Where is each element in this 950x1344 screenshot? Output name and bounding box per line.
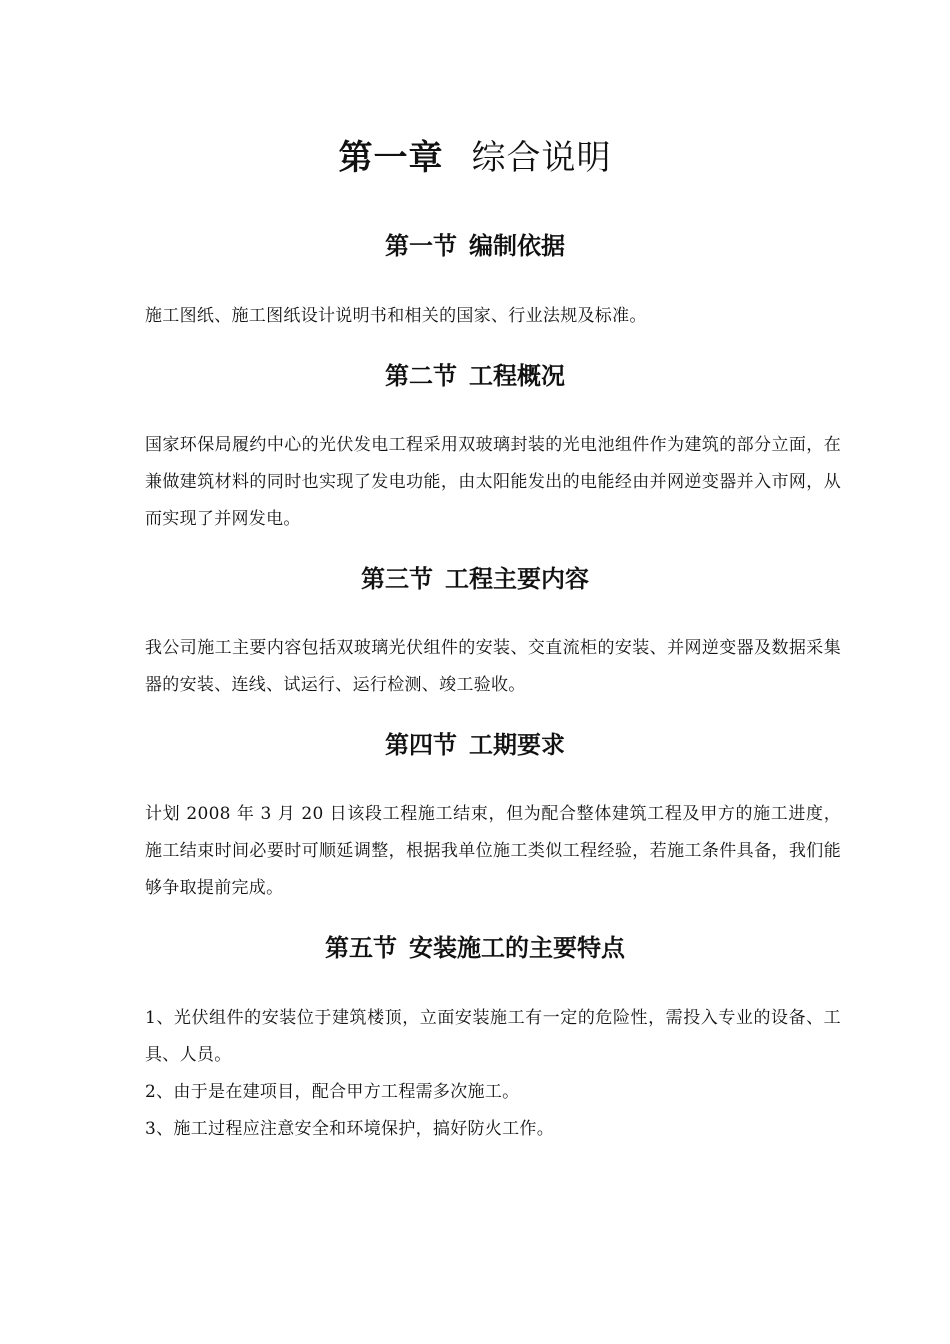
section-5-item-2: 2、由于是在建项目，配合甲方工程需多次施工。 bbox=[145, 1082, 520, 1102]
chapter-subtitle: 综合说明 bbox=[471, 138, 612, 178]
section-5-title: 安装施工的主要特点 bbox=[409, 934, 625, 962]
chapter-title bbox=[0, 134, 950, 182]
section-2-paragraph-1: 国家环保局履约中心的光伏发电工程采用双玻璃封装的光电池组件作为建筑的部分立面，在兼做建筑材料的同时也实现了发电功能，由太阳能发出的电能经由并网逆变器并入市网，从而实现了并网发电。 bbox=[145, 435, 841, 529]
section-2-title: 工程概况 bbox=[469, 362, 565, 390]
section-3-heading bbox=[0, 562, 950, 596]
section-4-label: 第四节 bbox=[385, 731, 457, 759]
section-1-label: 第一节 bbox=[385, 232, 457, 260]
section-3-paragraph-1: 我公司施工主要内容包括双玻璃光伏组件的安装、交直流柜的安装、并网逆变器及数据采集器的安装、连线、试运行、运行检测、竣工验收。 bbox=[145, 638, 841, 695]
section-2-heading bbox=[0, 359, 950, 393]
section-1-paragraph-1: 施工图纸、施工图纸设计说明书和相关的国家、行业法规及标准。 bbox=[145, 306, 647, 326]
section-5-label: 第五节 bbox=[325, 934, 397, 962]
section-4-title: 工期要求 bbox=[469, 731, 565, 759]
section-4-paragraph-1: 计划 2008 年 3 月 20 日该段工程施工结束，但为配合整体建筑工程及甲方的施工进度，施工结束时间必要时可顺延调整，根据我单位施工类似工程经验，若施工条件具备，我们能够争取提前完成。 bbox=[145, 804, 841, 898]
section-3-label: 第三节 bbox=[361, 565, 433, 593]
section-5-heading bbox=[0, 931, 950, 965]
section-5-item-1: 1、光伏组件的安装位于建筑楼顶，立面安装施工有一定的危险性，需投入专业的设备、工具、人员。 bbox=[145, 1008, 841, 1065]
section-1-heading bbox=[0, 229, 950, 263]
section-4-heading bbox=[0, 728, 950, 762]
section-1-title: 编制依据 bbox=[469, 232, 565, 260]
section-5-item-3: 3、施工过程应注意安全和环境保护，搞好防火工作。 bbox=[145, 1119, 555, 1139]
section-2-label: 第二节 bbox=[385, 362, 457, 390]
chapter-label: 第一章 bbox=[338, 138, 444, 178]
section-3-title: 工程主要内容 bbox=[445, 565, 589, 593]
